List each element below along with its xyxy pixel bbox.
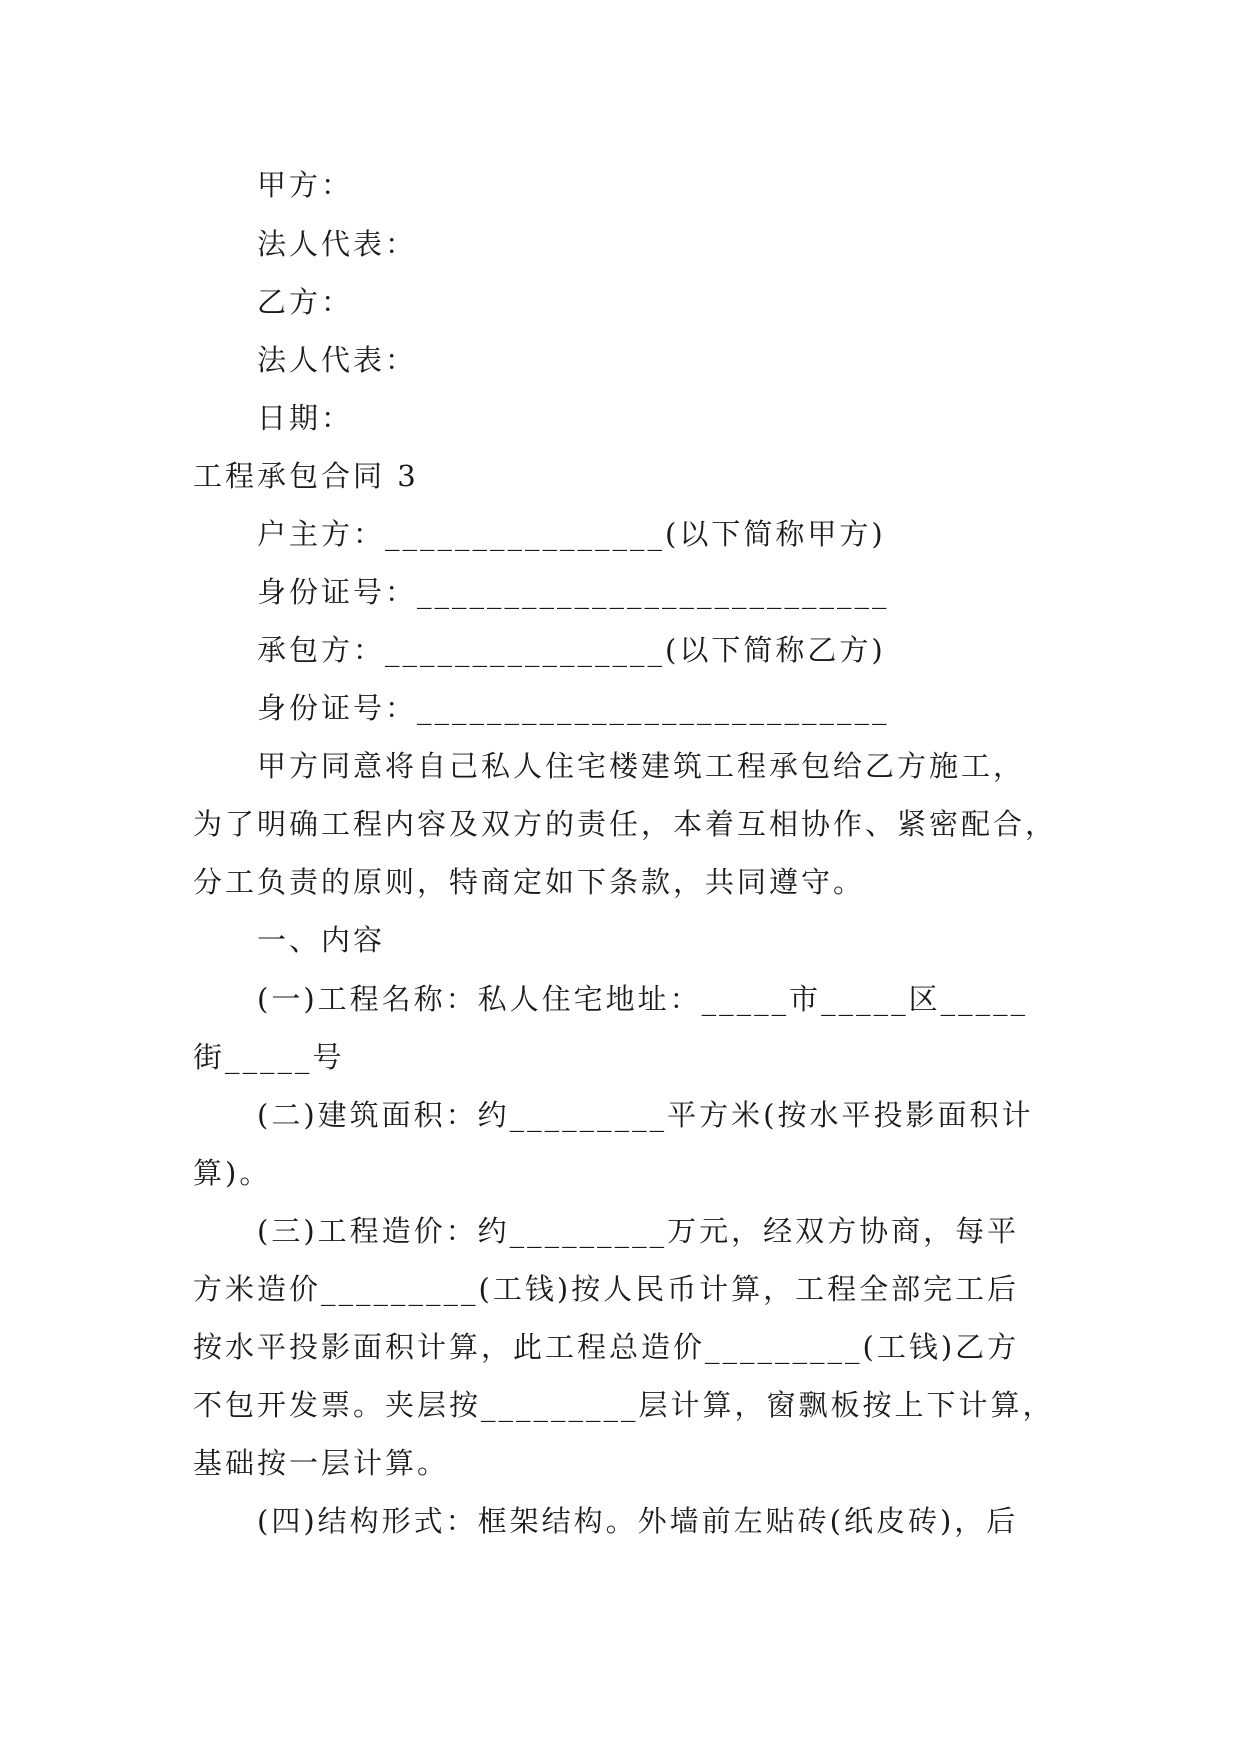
contract-title: 工程承包合同 3 [193, 459, 419, 493]
clause-3-line-2: 方米造价_________(工钱)按人民币计算，工程全部完工后 [193, 1272, 1020, 1306]
clause-1-line-1: (一)工程名称：私人住宅地址：_____市_____区_____ [257, 982, 1029, 1016]
clause-3-line-3: 按水平投影面积计算，此工程总造价_________(工钱)乙方 [193, 1330, 1020, 1364]
clause-1-line-2: 街_____号 [193, 1040, 345, 1074]
party-a-representative-line: 法人代表： [257, 227, 418, 261]
party-a-line: 甲方： [257, 168, 354, 202]
party-b-line: 乙方： [257, 285, 354, 319]
clause-3-line-5: 基础按一层计算。 [193, 1446, 450, 1480]
clause-3-line-1: (三)工程造价：约_________万元，经双方协商，每平 [257, 1214, 1020, 1248]
contractor-line: 承包方：________________(以下简称乙方) [257, 633, 886, 667]
clause-3-line-4: 不包开发票。夹层按_________层计算，窗飘板按上下计算， [193, 1388, 1055, 1422]
intro-paragraph-line-1: 甲方同意将自己私人住宅楼建筑工程承包给乙方施工， [257, 749, 1026, 783]
clause-2-line-1: (二)建筑面积：约_________平方米(按水平投影面积计 [257, 1098, 1034, 1132]
date-line: 日期： [257, 401, 354, 435]
clause-2-line-2: 算)。 [193, 1156, 272, 1190]
contractor-id-line: 身份证号：___________________________ [257, 691, 890, 725]
intro-paragraph-line-2: 为了明确工程内容及双方的责任，本着互相协作、紧密配合， [193, 807, 1058, 841]
section-heading: 一、内容 [257, 923, 386, 957]
owner-line: 户主方：________________(以下简称甲方) [257, 517, 886, 551]
intro-paragraph-line-3: 分工负责的原则，特商定如下条款，共同遵守。 [193, 865, 866, 899]
clause-4-line-1: (四)结构形式：框架结构。外墙前左贴砖(纸皮砖)，后 [257, 1504, 1019, 1538]
party-b-representative-line: 法人代表： [257, 343, 418, 377]
owner-id-line: 身份证号：___________________________ [257, 575, 890, 609]
